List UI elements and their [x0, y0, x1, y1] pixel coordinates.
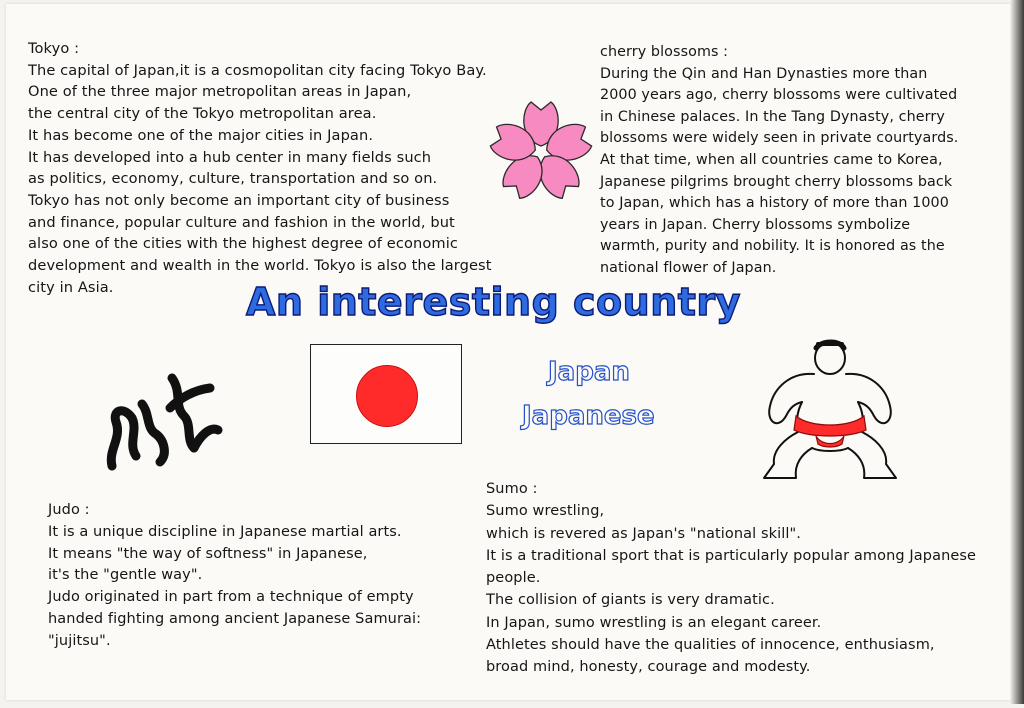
tokyo-line: city in Asia. — [28, 278, 114, 296]
page-edge-shadow — [1010, 0, 1024, 704]
sumo-line: people. — [486, 570, 541, 587]
sumo-section — [486, 478, 976, 679]
cherry-heading: cherry blossoms : — [600, 44, 729, 60]
judo-line: It means "the way of softness" in Japanese, — [48, 545, 368, 562]
sumo-line: In Japan, sumo wrestling is an elegant career. — [486, 614, 822, 631]
tokyo-section — [28, 38, 492, 298]
tokyo-heading: Tokyo : — [28, 40, 80, 57]
sumo-heading: Sumo : — [486, 481, 538, 497]
tokyo-line: and finance, popular culture and fashion in the world, but — [28, 213, 455, 231]
cherry-blossoms-section — [600, 42, 958, 280]
judo-section — [48, 500, 421, 653]
cherry-line: At that time, when all countries came to Korea, — [600, 151, 943, 168]
cherry-line: 2000 years ago, cherry blossoms were cultivated — [600, 87, 958, 104]
cherry-blossom-icon — [480, 98, 602, 202]
sumo-line: broad mind, honesty, courage and modesty. — [486, 659, 811, 676]
sumo-line: It is a traditional sport that is particularly popular among Japanese — [486, 547, 977, 564]
sumo-line: Athletes should have the qualities of innocence, enthusiasm, — [486, 637, 935, 654]
tokyo-line: One of the three major metropolitan areas in Japan, — [28, 83, 412, 101]
language-name: Japanese — [522, 401, 655, 431]
cherry-line: warmth, purity and nobility. It is honored as the — [600, 238, 945, 255]
sumo-wrestler-icon — [750, 334, 910, 484]
judo-heading: Judo : — [48, 502, 90, 518]
tokyo-line: The capital of Japan,it is a cosmopolitan city facing Tokyo Bay. — [28, 61, 487, 79]
tokyo-line: also one of the cities with the highest degree of economic — [28, 235, 458, 253]
judo-line: it's the "gentle way". — [48, 567, 203, 584]
judo-line: handed fighting among ancient Japanese Samurai: — [48, 610, 422, 627]
japan-flag — [310, 344, 462, 444]
sumo-line: Sumo wrestling, — [486, 503, 605, 520]
tokyo-line: It has become one of the major cities in Japan. — [28, 126, 374, 144]
cherry-line: national flower of Japan. — [600, 259, 777, 276]
tokyo-line: It has developed into a hub center in many fields such — [28, 148, 432, 166]
cherry-line: years in Japan. Cherry blossoms symbolize — [600, 216, 911, 233]
cherry-line: blossoms were widely seen in private courtyards. — [600, 130, 959, 147]
cherry-line: to Japan, which has a history of more than 1000 — [600, 195, 949, 212]
judo-line: "jujitsu". — [48, 632, 111, 649]
tokyo-line: Tokyo has not only become an important city of business — [28, 191, 450, 209]
tokyo-line: as politics, economy, culture, transportation and so on. — [28, 170, 438, 188]
country-name: Japan — [548, 357, 630, 387]
sumo-line: The collision of giants is very dramatic. — [486, 592, 775, 609]
judo-line: Judo originated in part from a technique of empty — [48, 589, 414, 606]
tokyo-line: the central city of the Tokyo metropolitan area. — [28, 105, 377, 123]
cherry-line: Japanese pilgrims brought cherry blossoms back — [600, 173, 953, 190]
cherry-line: in Chinese palaces. In the Tang Dynasty, cherry — [600, 108, 945, 125]
poster-sheet — [6, 4, 1016, 700]
poster-title: An interesting country — [246, 280, 741, 324]
sumo-line: which is revered as Japan's "national skill". — [486, 525, 801, 542]
tokyo-line: development and wealth in the world. Tokyo is also the largest — [28, 257, 492, 275]
flag-sun — [356, 365, 418, 427]
judo-line: It is a unique discipline in Japanese martial arts. — [48, 523, 402, 540]
judo-icon — [98, 370, 228, 474]
cherry-line: During the Qin and Han Dynasties more than — [600, 65, 928, 82]
